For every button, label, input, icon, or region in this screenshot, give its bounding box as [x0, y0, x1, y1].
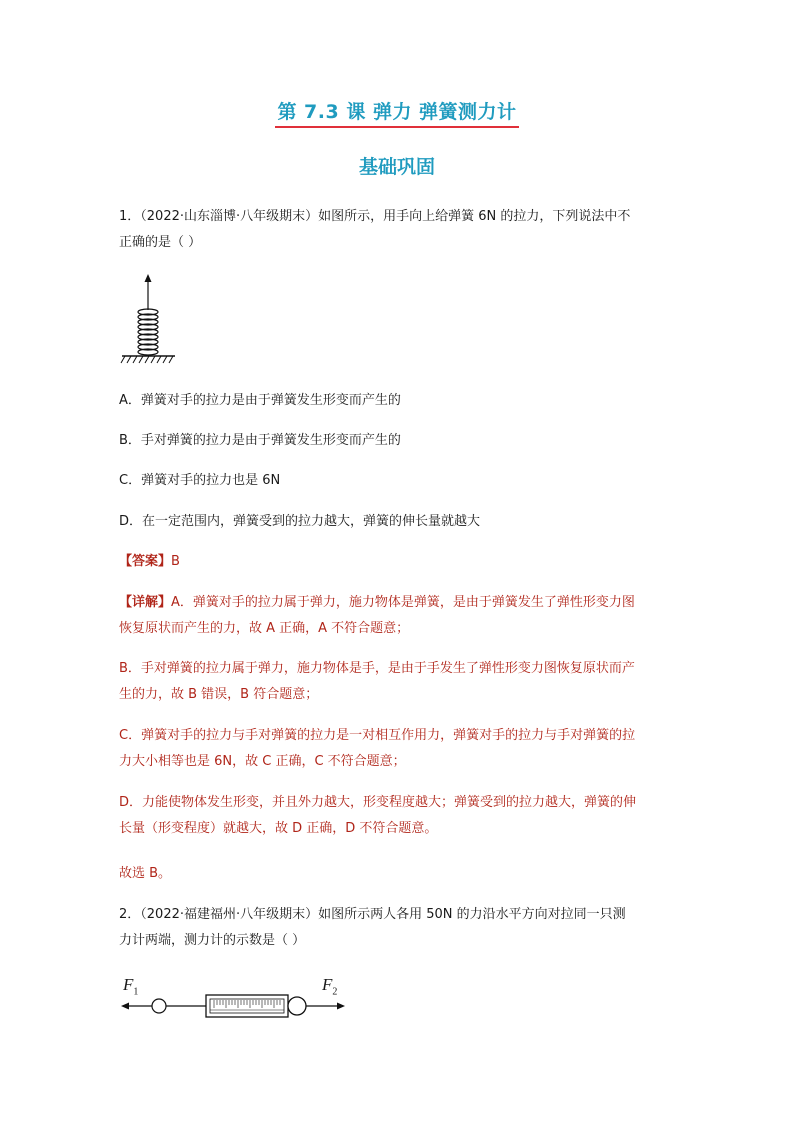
lesson-title — [0, 97, 794, 128]
answer-tag: 【答案】 — [119, 554, 172, 569]
q1-stem-line1: 1．（2022·山东淄博·八年级期末）如图所示，用手向上给弹簧 6N 的拉力，下列说法中不 — [119, 209, 631, 224]
title-underline — [275, 126, 518, 128]
analysis-tag: 【详解】 — [119, 595, 172, 610]
spring-figure — [115, 272, 185, 372]
q1-option-c: C．弹簧对手的拉力也是 6N — [119, 473, 281, 488]
q1-analysis-line5: C．弹簧对手的拉力与手对弹簧的拉力是一对相互作用力，弹簧对手的拉力与手对弹簧的拉 — [119, 728, 636, 743]
q1-analysis-line8: 长量（形变程度）就越大，故 D 正确，D 不符合题意。 — [119, 821, 438, 836]
force-meter-figure — [118, 992, 348, 1032]
q1-analysis-line7: D．力能使物体发生形变，并且外力越大，形变程度越大；弹簧受到的拉力越大，弹簧的伸 — [119, 795, 637, 810]
section-subtitle: 基础巩固 — [358, 156, 435, 178]
q1-analysis-line1 — [119, 590, 679, 616]
q1-stem-line2: 正确的是（ ） — [119, 235, 202, 250]
q1-option-d: D．在一定范围内，弹簧受到的拉力越大，弹簧的伸长量就越大 — [119, 514, 481, 529]
answer-value: B — [171, 554, 180, 569]
q1-conclusion: 故选 B。 — [119, 866, 172, 881]
q1-analysis-line4: 生的力，故 B 错误，B 符合题意； — [119, 687, 319, 702]
q1-option-a: A．弹簧对手的拉力是由于弹簧发生形变而产生的 — [119, 393, 401, 408]
analysis-text: A．弹簧对手的拉力属于弹力，施力物体是弹簧，是由于弹簧发生了弹性形变力图 — [171, 595, 635, 610]
f1-label: $F_1$ — [123, 975, 139, 998]
q1-option-b: B．手对弹簧的拉力是由于弹簧发生形变而产生的 — [119, 433, 401, 448]
q2-stem-line2: 力计两端，测力计的示数是（ ） — [119, 933, 306, 948]
q2-stem-line1: 2．（2022·福建福州·八年级期末）如图所示两人各用 50N 的力沿水平方向对拉同一只测 — [119, 907, 626, 922]
q1-analysis-line6: 力大小相等也是 6N，故 C 正确，C 不符合题意； — [119, 754, 406, 769]
q1-analysis-line3: B．手对弹簧的拉力属于弹力，施力物体是手，是由于手发生了弹性形变力图恢复原状而产 — [119, 661, 635, 676]
f2-label: $F_2$ — [322, 975, 338, 998]
q1-answer — [119, 549, 679, 575]
lesson-title-text: 第 7.3 课 弹力 弹簧测力计 — [277, 101, 517, 123]
q1-analysis-line2: 恢复原状而产生的力，故 A 正确，A 不符合题意； — [119, 621, 410, 636]
